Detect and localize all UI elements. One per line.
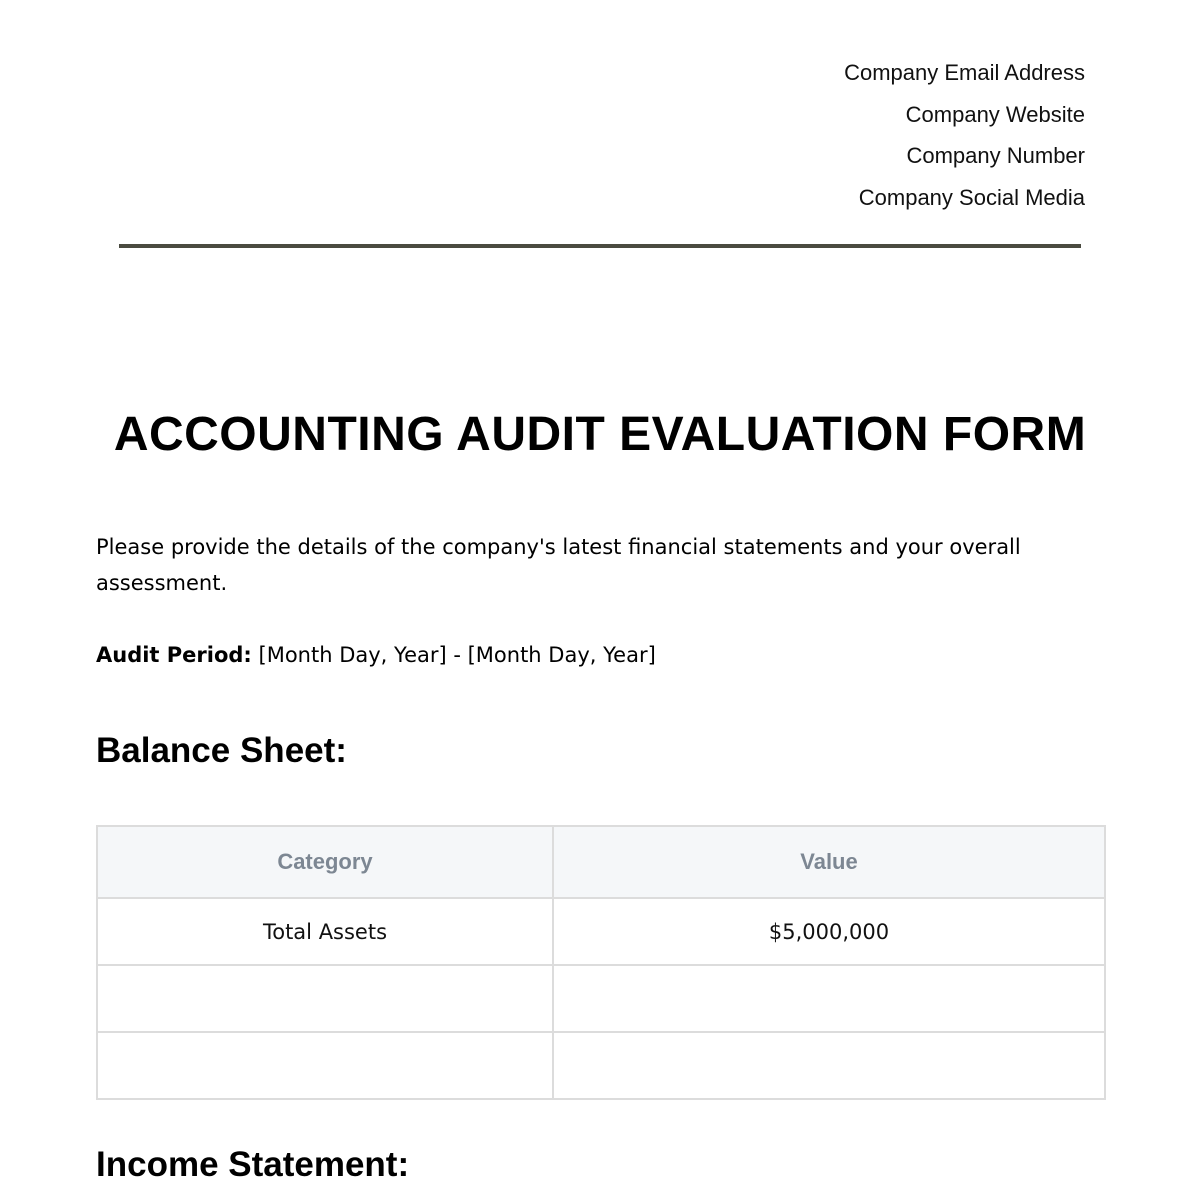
table-cell-category: Total Assets (97, 898, 553, 965)
table-cell-category (97, 1032, 553, 1099)
audit-period-value: [Month Day, Year] - [Month Day, Year] (251, 643, 656, 667)
company-email: Company Email Address (844, 60, 1085, 85)
column-header-value: Value (553, 826, 1105, 898)
document-title: ACCOUNTING AUDIT EVALUATION FORM (113, 408, 1087, 461)
company-website: Company Website (905, 101, 1085, 127)
column-header-category: Category (97, 826, 553, 898)
company-contact-block (844, 52, 1085, 218)
audit-period (96, 637, 656, 673)
table-header-row (97, 826, 1105, 898)
header-divider (119, 244, 1081, 248)
table-row (97, 1032, 1105, 1099)
balance-sheet-heading: Balance Sheet: (96, 731, 347, 770)
company-social-media: Company Social Media (858, 184, 1085, 210)
table-row (97, 898, 1105, 965)
table-cell-value (553, 965, 1105, 1032)
table-cell-category (97, 965, 553, 1032)
income-statement-heading: Income Statement: (96, 1145, 410, 1184)
company-number: Company Number (906, 143, 1085, 168)
intro-paragraph: Please provide the details of the company's latest financial statements and your overall assessment. (96, 535, 1021, 595)
balance-sheet-table (96, 825, 1106, 1100)
audit-period-label: Audit Period: (96, 643, 252, 667)
table-row (97, 965, 1105, 1032)
table-cell-value (553, 1032, 1105, 1099)
table-cell-value: $5,000,000 (553, 898, 1105, 965)
